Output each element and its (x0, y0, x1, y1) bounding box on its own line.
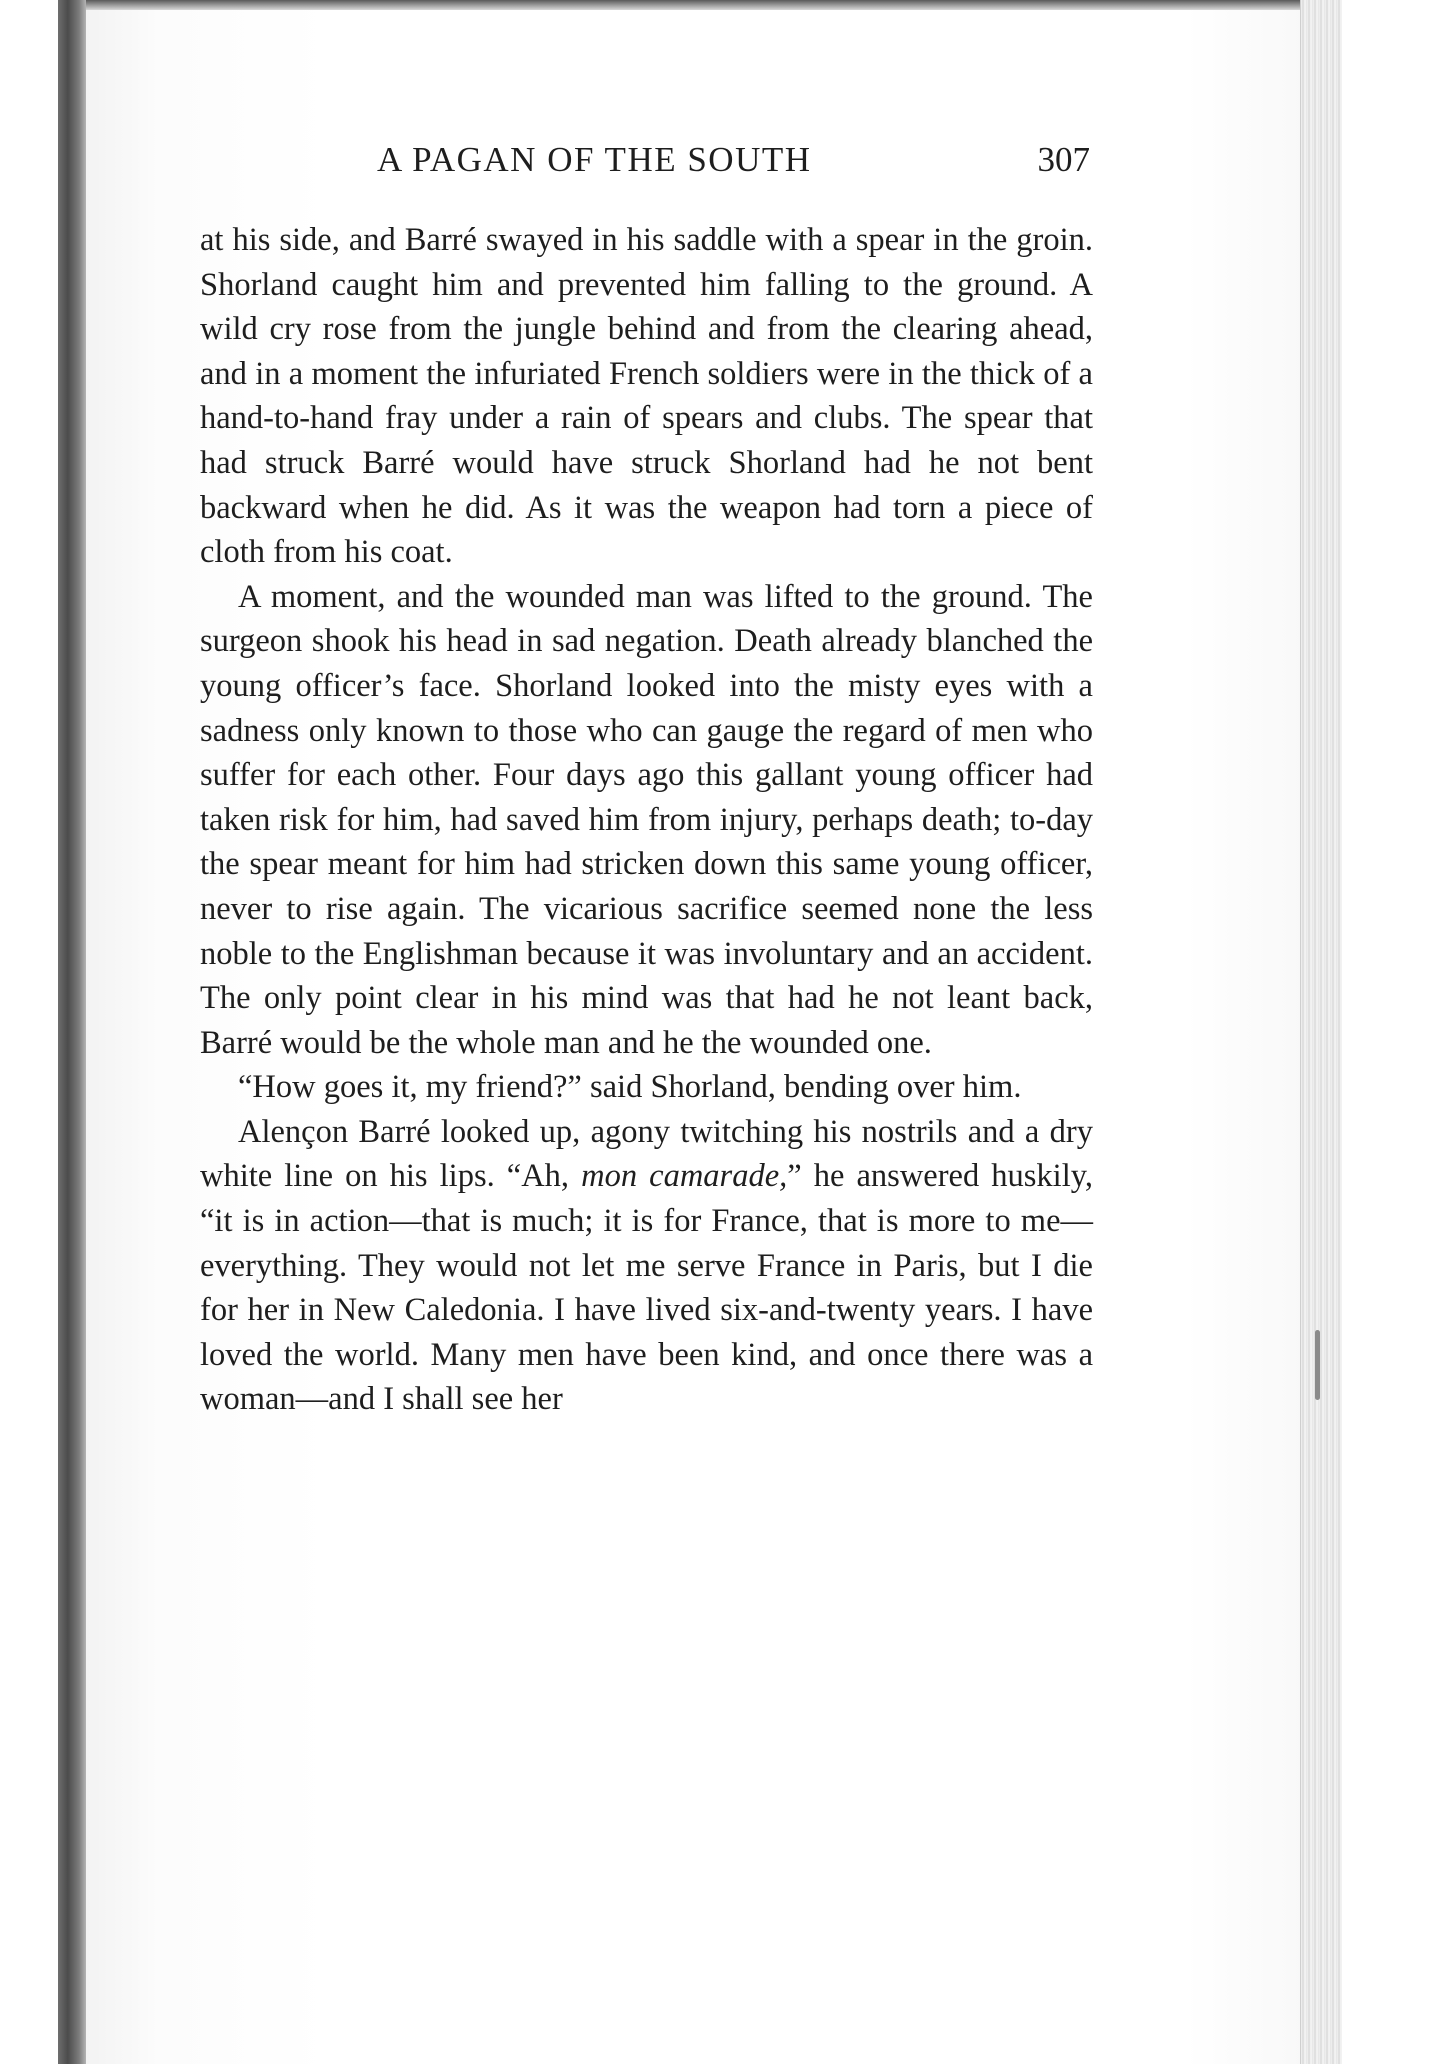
book-binding-shadow (58, 0, 86, 2064)
edge-smudge (1315, 1330, 1320, 1400)
paragraph (200, 218, 1093, 575)
page-number: 307 (1037, 140, 1090, 179)
running-head: A PAGAN OF THE SOUTH (377, 140, 812, 179)
paragraph-text: at his side, and Barré swayed in his saddle with a spear in the groin. Shorland caught him and prevented him falling to the ground. A wild cry rose from the jungle behind and from the clearing ahead, and in a moment the infuriated French soldiers were in the thick of a hand-to-hand fray under a rain of spears and clubs. The spear that had struck Barré would have struck Shorland had he not bent backward when he did. As it was the weapon had torn a piece of cloth from his coat. (200, 222, 1093, 571)
page-top-shadow (86, 0, 1306, 10)
page-header (200, 140, 1090, 200)
paragraph (200, 1065, 1093, 1110)
scan-left-margin (0, 0, 58, 2064)
paragraph-text: Alençon Barré looked up, agony twitching his nostrils and a dry white line on his lips. “Ah, (200, 1113, 1093, 1195)
paragraph (200, 575, 1093, 1066)
paragraph-text: ” he answered huskily, “it is in action—that is much; it is for France, that is more to me—everything. They would not let me serve France in Paris, but I die for her in New Caledonia. I have lived six-and-twenty years. I have loved the world. Many men have been kind, and once there was a woman—and I shall see her (200, 1158, 1093, 1418)
paragraph (200, 1110, 1093, 1422)
scan-right-margin (1342, 0, 1440, 2064)
paragraph-text: “How goes it, my friend?” said Shorland, bending over him. (238, 1069, 1022, 1106)
page-fore-edge (1300, 0, 1343, 2064)
italic-text: mon camarade, (581, 1158, 788, 1195)
body-text (200, 218, 1093, 1422)
paragraph-text: A moment, and the wounded man was lifted to the ground. The surgeon shook his head in sad negation. Death already blanched the young officer’s face. Shorland looked into the misty eyes with a sadness only known to those who can gauge the regard of men who suffer for each other. Four days ago this gallant young officer had taken risk for him, had saved him from injury, perhaps death; to-day the spear meant for him had stricken down this same young officer, never to rise again. The vicarious sacrifice seemed none the less noble to the Englishman because it was involuntary and an accident. The only point clear in his mind was that had he not leant back, Barré would be the whole man and he the wounded one. (200, 578, 1093, 1061)
